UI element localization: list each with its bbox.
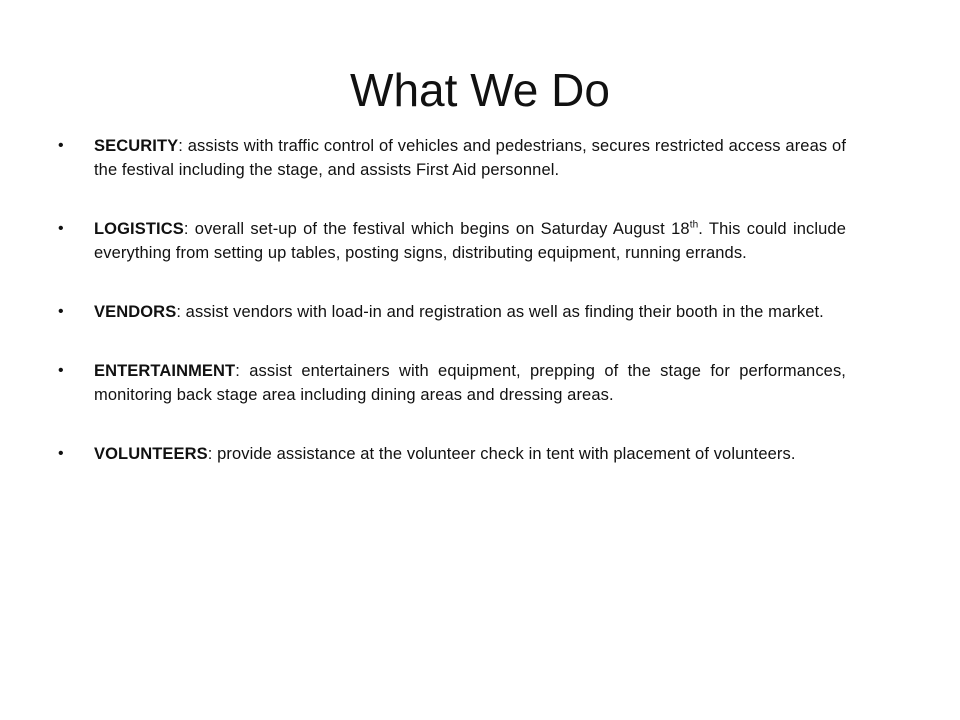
bullet-term: ENTERTAINMENT — [94, 362, 236, 380]
slide-title: What We Do — [350, 64, 610, 116]
bullet-list — [56, 134, 846, 501]
bullet-text: : assist entertainers with equipment, prepping of the stage for performances, monitoring back stage area including dining areas and dressing areas. — [94, 362, 846, 404]
bullet-text-continued: . This could include everything from setting up tables, posting signs, distributing equipment, running errands. — [94, 220, 846, 262]
bullet-text: : provide assistance at the volunteer check in tent with placement of volunteers. — [207, 445, 796, 463]
superscript-ordinal: th — [689, 219, 699, 231]
bullet-icon: • — [58, 137, 64, 154]
bullet-item-security — [56, 134, 846, 182]
bullet-item-vendors — [56, 300, 846, 324]
bullet-icon: • — [58, 362, 64, 379]
bullet-icon: • — [58, 220, 64, 237]
bullet-item-entertainment — [56, 359, 846, 407]
bullet-icon: • — [58, 303, 64, 320]
bullet-text: : assists with traffic control of vehicles and pedestrians, secures restricted access areas of the festival including the stage, and assists First Aid personnel. — [94, 137, 846, 179]
bullet-item-volunteers — [56, 442, 846, 466]
bullet-term: SECURITY — [94, 137, 179, 155]
bullet-icon: • — [58, 445, 64, 462]
bullet-text: : assist vendors with load-in and registration as well as finding their booth in the market. — [176, 303, 824, 321]
bullet-text: : overall set-up of the festival which begins on Saturday August 18 — [183, 220, 690, 238]
bullet-term: VOLUNTEERS — [94, 445, 208, 463]
bullet-term: VENDORS — [94, 303, 177, 321]
bullet-term: LOGISTICS — [94, 220, 184, 238]
bullet-item-logistics — [56, 217, 846, 265]
